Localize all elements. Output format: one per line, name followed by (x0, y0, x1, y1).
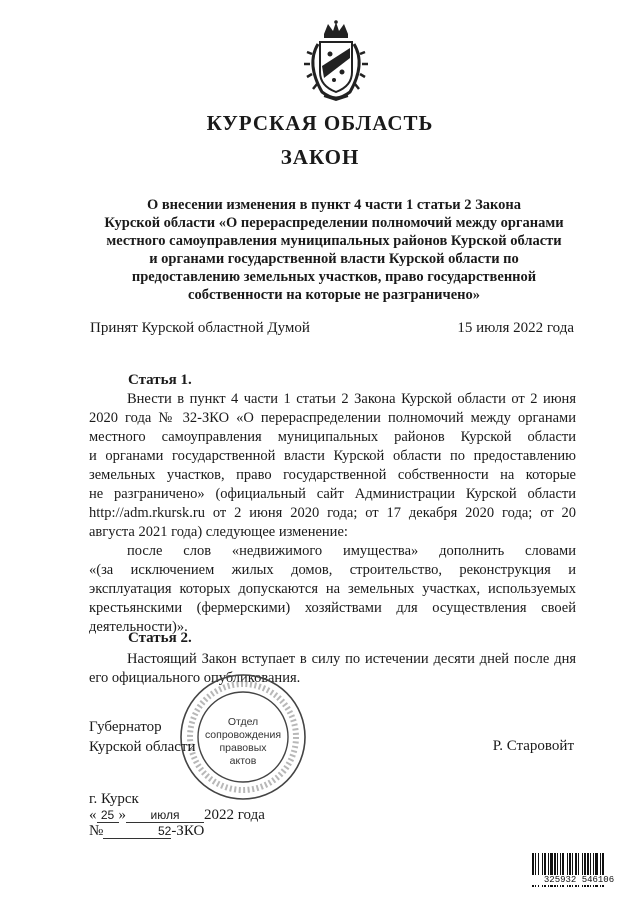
text-line: деятельности)». (89, 619, 188, 635)
stamp-line: сопровождения (204, 729, 282, 741)
subject-line: собственности на которые не разграничено» (188, 287, 480, 303)
subject-line: предоставлению земельных участков, право государственной (131, 269, 537, 285)
subject-line: местного самоуправления муниципальных районов Курской области (106, 233, 562, 249)
text-line: Внести в пункт 4 части 1 статьи 2 Закона Курской области от 2 июня (127, 391, 576, 407)
date-quote-close: » (118, 807, 126, 823)
signatory-name: Р. Старовойт (492, 738, 574, 754)
article-1-heading: Статья 1. (128, 372, 192, 388)
position-line: Курской области (89, 739, 196, 755)
adopted-by-label: Принят Курской областной Думой (90, 320, 310, 336)
signing-date (89, 807, 265, 824)
text-line: «(за исключением жилых домов, строительство, реконструкция и (89, 562, 576, 578)
stamp-line: актов (229, 755, 257, 767)
text-line: http://adm.rkursk.ru от 2 июня 2020 года; от 17 декабря 2020 года; от 20 (89, 505, 576, 521)
date-quote-open: « (89, 807, 97, 823)
barcode-icon (530, 853, 628, 891)
subject-line: и органами государственной власти Курской области по (149, 251, 519, 267)
article-1-text (89, 390, 576, 637)
text-line: земельных участков, право государственной собственности на которые (89, 467, 576, 483)
date-month: июля (126, 808, 204, 823)
text-line: Настоящий Закон вступает в силу по истечении десяти дней после дня (127, 651, 576, 667)
region-title: КУРСКАЯ ОБЛАСТЬ (206, 111, 434, 135)
date-day: 25 (97, 808, 119, 823)
coat-of-arms-icon (300, 20, 372, 102)
subject-line: Курской области «О перераспределении полномочий между органами (104, 215, 564, 231)
signatory-position (89, 717, 195, 757)
subject-line: О внесении изменения в пункт 4 части 1 статьи 2 Закона (146, 197, 522, 213)
adoption-date: 15 июля 2022 года (457, 320, 574, 336)
number-suffix: -ЗКО (171, 823, 205, 839)
date-year: 2022 года (204, 807, 265, 823)
text-line: его официального опубликования. (89, 670, 301, 686)
position-line: Губернатор (89, 719, 162, 735)
text-line: эксплуатация которых допускаются на земельных участках, используемых (89, 581, 576, 597)
number-value: 52 (103, 824, 171, 839)
barcode-number: 325932 546106 (530, 875, 628, 885)
law-number (89, 823, 204, 840)
text-line: и органами государственной власти Курской области по предоставлению (89, 448, 576, 464)
text-line: местного самоуправления муниципальных районов Курской области (89, 429, 576, 445)
text-line: после слов «недвижимого имущества» дополнить словами (127, 543, 576, 559)
text-line: августа 2021 года) следующее изменение: (89, 524, 348, 540)
law-subject-title (80, 196, 588, 304)
article-2-text (89, 650, 576, 688)
number-sign: № (89, 823, 104, 839)
stamp-text (178, 716, 308, 768)
stamp-line: правовых (219, 742, 267, 754)
article-2-heading: Статья 2. (128, 630, 192, 646)
stamp-line: Отдел (227, 716, 259, 728)
text-line: не разграничено» (официальный сайт Администрации Курской области (89, 486, 576, 502)
signing-place: г. Курск (89, 791, 139, 807)
text-line: крестьянскими (фермерскими) хозяйствами для осуществления своей (89, 600, 576, 616)
text-line: 2020 года № 32-ЗКО «О перераспределении полномочий между органами (89, 410, 576, 426)
document-type-title: ЗАКОН (280, 145, 360, 169)
